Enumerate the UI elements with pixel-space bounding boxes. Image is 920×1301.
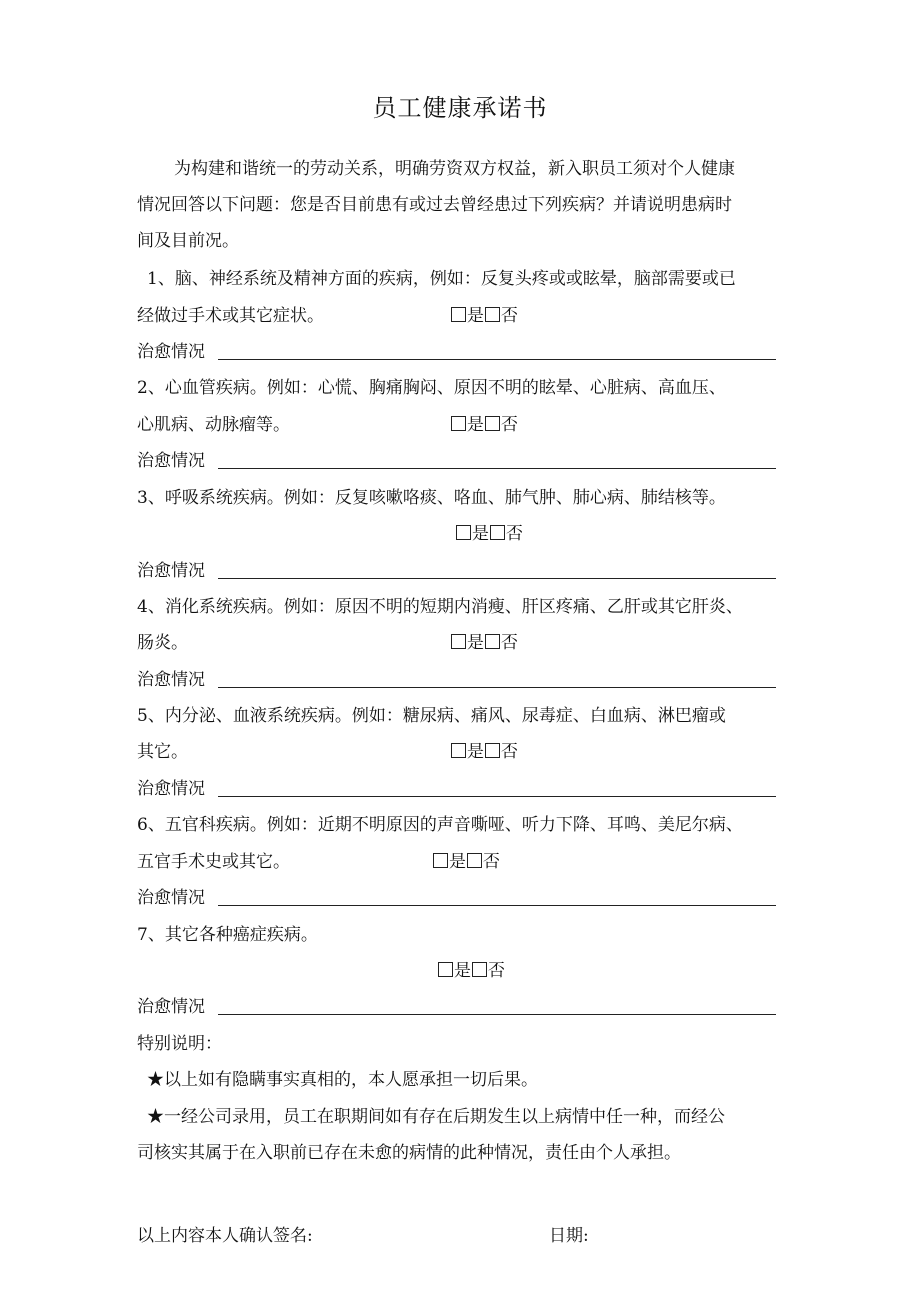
no-checkbox[interactable] — [467, 853, 482, 868]
date-label: 日期: — [549, 1226, 589, 1246]
item-1-line-1: 1、脑、神经系统及精神方面的疾病，例如：反复头疼或或眩晕，脑部需要或已 — [147, 269, 736, 289]
item-1-treatment-label: 治愈情况 — [137, 342, 205, 362]
page-title: 员工健康承诺书 — [372, 94, 548, 122]
item-7-treatment-field[interactable] — [218, 1014, 776, 1015]
yes-label: 是 — [449, 852, 466, 872]
item-4-yes-no — [450, 632, 518, 654]
yes-label: 是 — [467, 415, 484, 435]
special-heading: 特别说明： — [137, 1034, 222, 1054]
item-3-treatment-label: 治愈情况 — [137, 561, 205, 581]
item-3-treatment-field[interactable] — [218, 578, 776, 579]
special-note-1: ★以上如有隐瞒事实真相的，本人愿承担一切后果。 — [147, 1070, 538, 1090]
no-checkbox[interactable] — [490, 525, 505, 540]
no-checkbox[interactable] — [485, 634, 500, 649]
yes-checkbox[interactable] — [433, 853, 448, 868]
yes-checkbox[interactable] — [451, 743, 466, 758]
intro-line-3: 间及目前况。 — [137, 231, 239, 251]
no-label: 否 — [506, 524, 523, 544]
item-2-treatment-label: 治愈情况 — [137, 451, 205, 471]
no-label: 否 — [501, 633, 518, 653]
item-7-yes-no — [437, 960, 505, 982]
item-6-treatment-field[interactable] — [218, 905, 776, 906]
yes-label: 是 — [467, 742, 484, 762]
no-checkbox[interactable] — [485, 743, 500, 758]
no-label: 否 — [501, 742, 518, 762]
item-2-line-2: 心肌病、动脉瘤等。 — [137, 415, 290, 435]
item-5-treatment-field[interactable] — [218, 796, 776, 797]
yes-label: 是 — [472, 524, 489, 544]
item-6-line-1: 6、五官科疾病。例如：近期不明原因的声音嘶哑、听力下降、耳鸣、美尼尔病、 — [137, 815, 743, 835]
intro-line-1: 为构建和谐统一的劳动关系，明确劳资双方权益，新入职员工须对个人健康 — [174, 159, 735, 179]
signature-label: 以上内容本人确认签名: — [137, 1226, 313, 1246]
item-5-treatment-label: 治愈情况 — [137, 779, 205, 799]
item-6-yes-no — [432, 851, 500, 873]
item-6-treatment-label: 治愈情况 — [137, 888, 205, 908]
item-5-line-1: 5、内分泌、血液系统疾病。例如：糖尿病、痛风、尿毒症、白血病、淋巴瘤或 — [137, 706, 726, 726]
yes-checkbox[interactable] — [451, 634, 466, 649]
intro-line-2: 情况回答以下问题：您是否目前患有或过去曾经患过下列疾病？并请说明患病时 — [137, 195, 732, 215]
no-label: 否 — [483, 852, 500, 872]
item-6-line-2: 五官手术史或其它。 — [137, 852, 290, 872]
no-label: 否 — [501, 306, 518, 326]
item-7-treatment-label: 治愈情况 — [137, 997, 205, 1017]
item-1-yes-no — [450, 305, 518, 327]
item-4-treatment-field[interactable] — [218, 687, 776, 688]
item-4-line-1: 4、消化系统疾病。例如：原因不明的短期内消瘦、肝区疼痛、乙肝或其它肝炎、 — [137, 597, 743, 617]
no-checkbox[interactable] — [485, 416, 500, 431]
item-2-treatment-field[interactable] — [218, 468, 776, 469]
no-label: 否 — [501, 415, 518, 435]
item-4-treatment-label: 治愈情况 — [137, 670, 205, 690]
item-1-treatment-field[interactable] — [218, 359, 776, 360]
item-2-yes-no — [450, 414, 518, 436]
yes-label: 是 — [467, 633, 484, 653]
yes-label: 是 — [467, 306, 484, 326]
yes-checkbox[interactable] — [456, 525, 471, 540]
item-3-yes-no — [455, 523, 523, 545]
yes-checkbox[interactable] — [438, 962, 453, 977]
no-label: 否 — [488, 961, 505, 981]
item-2-line-1: 2、心血管疾病。例如：心慌、胸痛胸闷、原因不明的眩晕、心脏病、高血压、 — [137, 378, 726, 398]
item-5-line-2: 其它。 — [137, 742, 188, 762]
yes-checkbox[interactable] — [451, 307, 466, 322]
item-7-line-1: 7、其它各种癌症疾病。 — [137, 925, 318, 945]
yes-label: 是 — [454, 961, 471, 981]
item-1-line-2: 经做过手术或其它症状。 — [137, 306, 324, 326]
item-4-line-2: 肠炎。 — [137, 633, 188, 653]
special-note-2-line-2: 司核实其属于在入职前已存在未愈的病情的此种情况，责任由个人承担。 — [137, 1143, 681, 1163]
special-note-2-line-1: ★一经公司录用，员工在职期间如有存在后期发生以上病情中任一种，而经公 — [147, 1107, 725, 1127]
no-checkbox[interactable] — [472, 962, 487, 977]
item-3-line-1: 3、呼吸系统疾病。例如：反复咳嗽咯痰、咯血、肺气肿、肺心病、肺结核等。 — [137, 488, 726, 508]
yes-checkbox[interactable] — [451, 416, 466, 431]
no-checkbox[interactable] — [485, 307, 500, 322]
item-5-yes-no — [450, 741, 518, 763]
